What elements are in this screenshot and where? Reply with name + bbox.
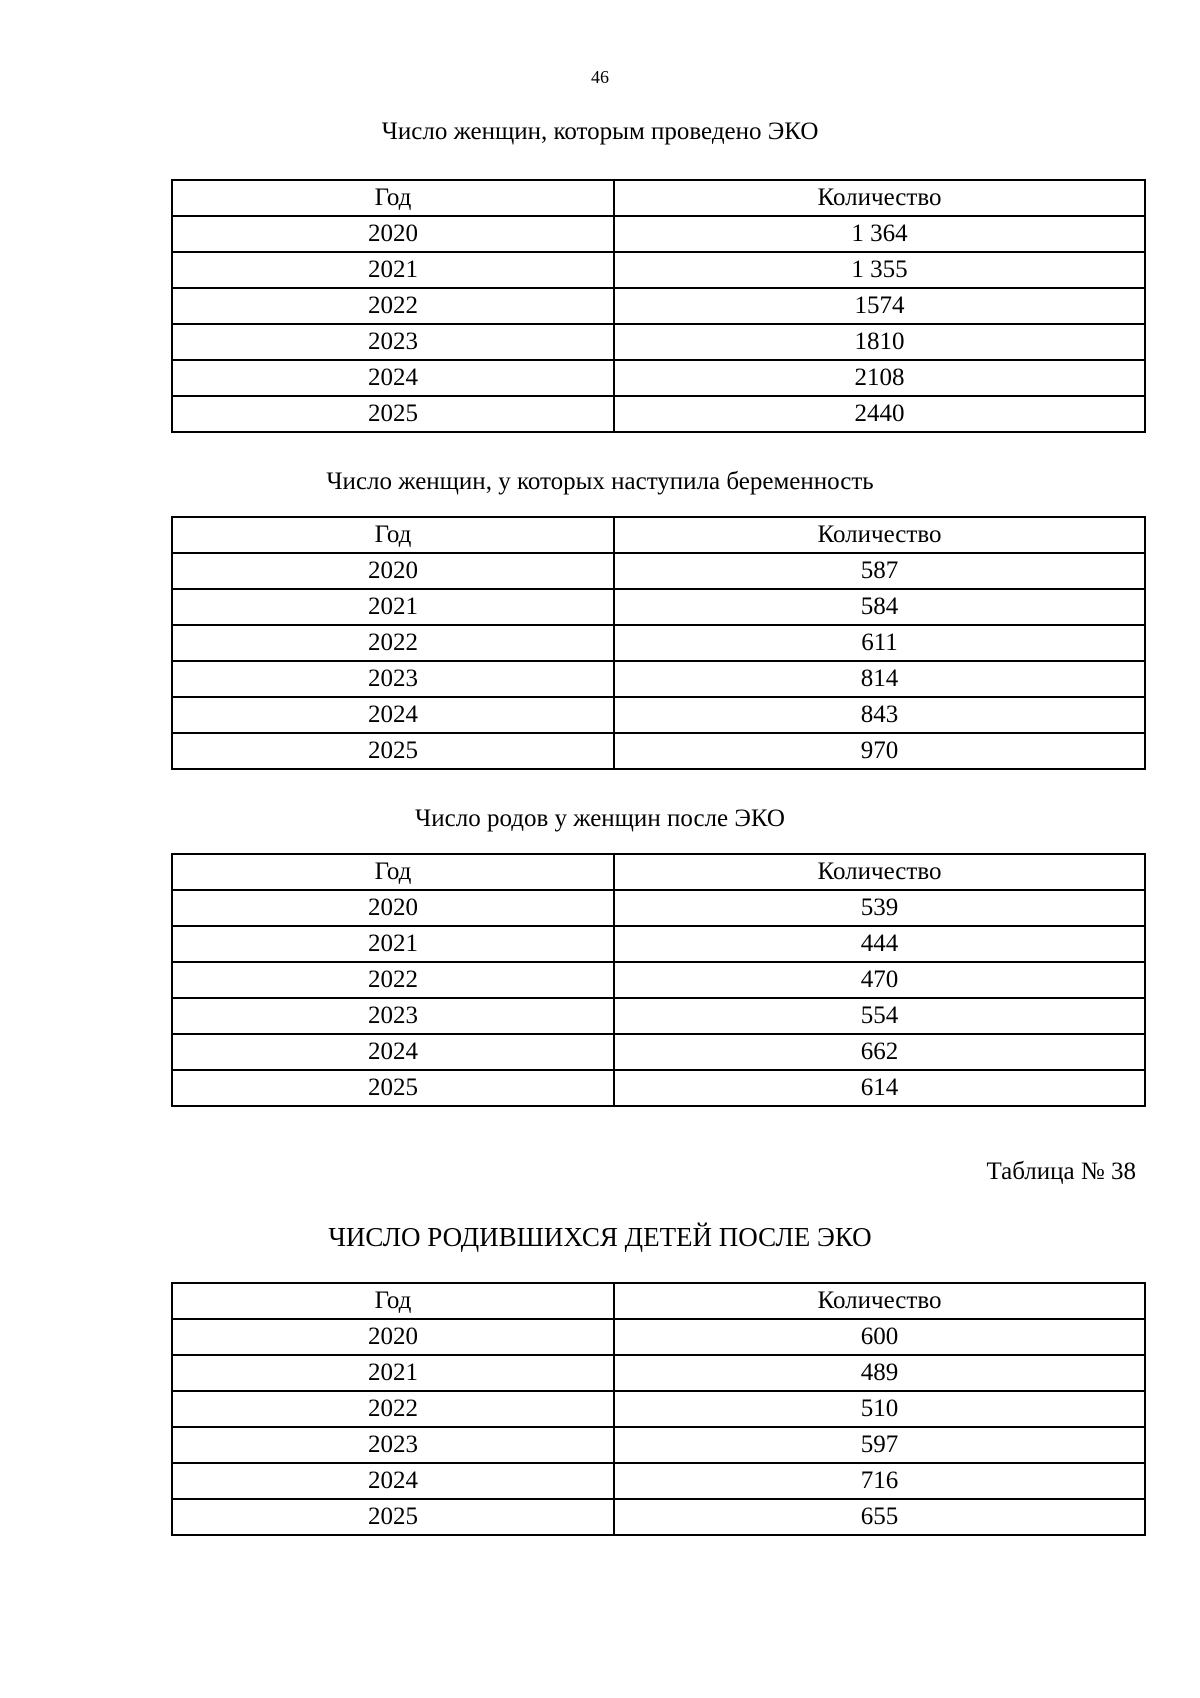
cell-year: 2021 — [172, 1355, 614, 1391]
cell-year: 2025 — [172, 1070, 614, 1106]
table-row — [172, 962, 1145, 998]
cell-year: 2022 — [172, 962, 614, 998]
column-header-year: Год — [172, 854, 614, 890]
table-row — [172, 252, 1145, 288]
cell-value: 539 — [614, 890, 1145, 926]
table-number-label: Таблица № 38 — [986, 1158, 1136, 1185]
table-row — [172, 998, 1145, 1034]
cell-year: 2020 — [172, 1319, 614, 1355]
cell-value: 614 — [614, 1070, 1145, 1106]
cell-year: 2020 — [172, 553, 614, 589]
column-header-count: Количество — [614, 517, 1145, 553]
cell-year: 2023 — [172, 661, 614, 697]
cell-value: 587 — [614, 553, 1145, 589]
table-row — [172, 1070, 1145, 1106]
cell-year: 2022 — [172, 625, 614, 661]
table-row — [172, 733, 1145, 769]
cell-value: 662 — [614, 1034, 1145, 1070]
table-row — [172, 890, 1145, 926]
cell-year: 2021 — [172, 589, 614, 625]
cell-year: 2024 — [172, 360, 614, 396]
cell-value: 600 — [614, 1319, 1145, 1355]
cell-value: 1 364 — [614, 216, 1145, 252]
cell-value: 611 — [614, 625, 1145, 661]
table-header-row — [172, 180, 1145, 216]
table-row — [172, 1319, 1145, 1355]
cell-value: 597 — [614, 1427, 1145, 1463]
cell-year: 2020 — [172, 890, 614, 926]
table-caption-births: Число родов у женщин после ЭКО — [415, 805, 785, 832]
table-ivf-women — [171, 179, 1146, 433]
cell-value: 470 — [614, 962, 1145, 998]
table-header-row — [172, 517, 1145, 553]
cell-value: 489 — [614, 1355, 1145, 1391]
column-header-count: Количество — [614, 854, 1145, 890]
cell-value: 1574 — [614, 288, 1145, 324]
cell-value: 444 — [614, 926, 1145, 962]
table-heading-children-born: ЧИСЛО РОДИВШИХСЯ ДЕТЕЙ ПОСЛЕ ЭКО — [328, 1222, 872, 1252]
cell-year: 2021 — [172, 926, 614, 962]
table-row — [172, 1499, 1145, 1535]
table-births — [171, 853, 1146, 1107]
table-pregnancies — [171, 516, 1146, 770]
cell-year: 2025 — [172, 396, 614, 432]
table-row — [172, 216, 1145, 252]
table-caption-pregnancies: Число женщин, у которых наступила беременность — [326, 468, 874, 495]
cell-value: 2108 — [614, 360, 1145, 396]
column-header-year: Год — [172, 517, 614, 553]
cell-year: 2023 — [172, 998, 614, 1034]
table-children-born — [171, 1282, 1146, 1536]
cell-value: 554 — [614, 998, 1145, 1034]
cell-year: 2025 — [172, 1499, 614, 1535]
table-row — [172, 396, 1145, 432]
table-row — [172, 1427, 1145, 1463]
table-row — [172, 697, 1145, 733]
cell-year: 2020 — [172, 216, 614, 252]
cell-year: 2022 — [172, 288, 614, 324]
cell-year: 2024 — [172, 697, 614, 733]
column-header-count: Количество — [614, 180, 1145, 216]
table-row — [172, 661, 1145, 697]
table-row — [172, 1391, 1145, 1427]
cell-value: 1810 — [614, 324, 1145, 360]
table-row — [172, 926, 1145, 962]
column-header-year: Год — [172, 180, 614, 216]
page-number: 46 — [591, 67, 609, 87]
cell-year: 2024 — [172, 1463, 614, 1499]
cell-value: 970 — [614, 733, 1145, 769]
cell-year: 2024 — [172, 1034, 614, 1070]
cell-year: 2022 — [172, 1391, 614, 1427]
cell-value: 814 — [614, 661, 1145, 697]
cell-year: 2025 — [172, 733, 614, 769]
cell-value: 655 — [614, 1499, 1145, 1535]
table-header-row — [172, 1283, 1145, 1319]
column-header-count: Количество — [614, 1283, 1145, 1319]
cell-value: 843 — [614, 697, 1145, 733]
table-row — [172, 625, 1145, 661]
cell-value: 1 355 — [614, 252, 1145, 288]
column-header-year: Год — [172, 1283, 614, 1319]
cell-year: 2021 — [172, 252, 614, 288]
cell-value: 2440 — [614, 396, 1145, 432]
table-row — [172, 589, 1145, 625]
table-row — [172, 324, 1145, 360]
table-row — [172, 288, 1145, 324]
table-row — [172, 360, 1145, 396]
cell-year: 2023 — [172, 324, 614, 360]
table-row — [172, 1034, 1145, 1070]
cell-value: 510 — [614, 1391, 1145, 1427]
cell-year: 2023 — [172, 1427, 614, 1463]
cell-value: 584 — [614, 589, 1145, 625]
cell-value: 716 — [614, 1463, 1145, 1499]
table-header-row — [172, 854, 1145, 890]
table-caption-ivf-women: Число женщин, которым проведено ЭКО — [381, 118, 819, 145]
table-row — [172, 1463, 1145, 1499]
table-row — [172, 553, 1145, 589]
table-row — [172, 1355, 1145, 1391]
